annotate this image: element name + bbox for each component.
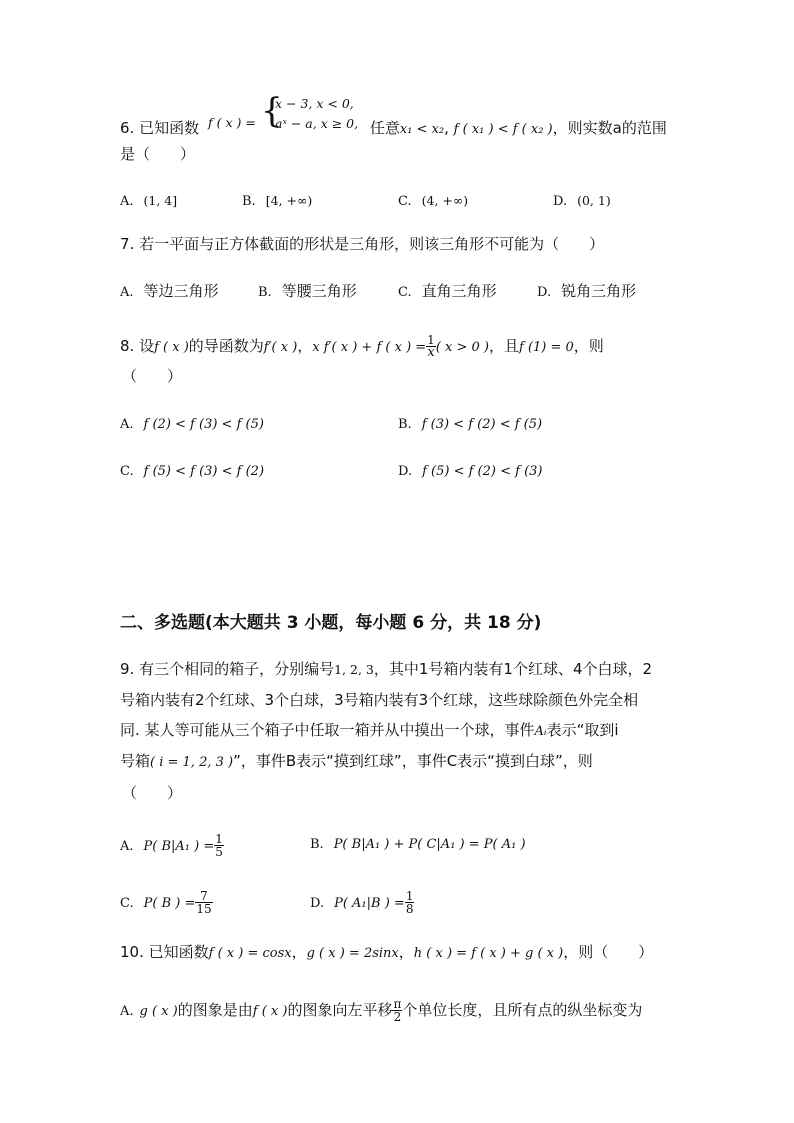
- q10-a-t1: 的图象是由: [177, 1001, 253, 1019]
- q9-a-fraction: [214, 833, 224, 858]
- option-label: D.: [398, 464, 413, 479]
- q9-c-fraction: [195, 890, 212, 915]
- q9-line2: 号箱内装有2个红球、3个白球，3号箱内装有3个红球，这些球除颜色外完全相: [120, 691, 639, 709]
- q7-option-c[interactable]: [398, 281, 497, 303]
- option-value: f (5) < f (3) < f (2): [143, 464, 265, 479]
- option-label: C.: [398, 194, 412, 209]
- q10-a-t3: 个单位长度，且所有点的纵坐标变为: [402, 1001, 643, 1019]
- q9-line5: （ ）: [122, 784, 183, 802]
- q9-option-c[interactable]: [120, 890, 213, 915]
- q10-g: g ( x ) = 2sinx: [306, 946, 399, 961]
- q10-f: f ( x ) = cosx: [208, 946, 292, 961]
- q6-line2: 是（ ）: [120, 145, 196, 163]
- option-value: [4, +∞): [265, 193, 313, 208]
- option-lhs: P( B ) =: [143, 896, 196, 911]
- q8-mid1: 的导函数为: [188, 337, 264, 355]
- q10-post: ，则（ ）: [563, 943, 654, 961]
- option-label: C.: [120, 464, 134, 479]
- frac-numerator: 7: [195, 890, 212, 903]
- q6-cond1: x₁ < x₂: [399, 122, 445, 137]
- q10-prefix: 10. 已知函数: [120, 943, 209, 961]
- frac-numerator: 1: [427, 333, 435, 347]
- option-label: B.: [258, 285, 272, 300]
- option-label: B.: [398, 417, 412, 432]
- q6-mid: 任意: [365, 119, 400, 137]
- q10-comma2: ，: [398, 943, 414, 961]
- q10-stem: [120, 942, 653, 964]
- q9-l4a: 号箱: [120, 752, 151, 770]
- q9-l1c: ，其中1号箱内装有1个红球、4个白球，2: [373, 660, 653, 678]
- q6-stem: [120, 118, 667, 140]
- q6-option-c[interactable]: [398, 190, 468, 212]
- q6-post: ，则实数a的范围: [552, 119, 667, 137]
- option-label: A.: [120, 839, 134, 854]
- q10-a-g: g ( x ): [139, 1004, 178, 1019]
- q10-a-fraction: [392, 998, 402, 1023]
- option-value: f (5) < f (2) < f (3): [422, 464, 543, 479]
- q6-brace: {: [261, 91, 283, 131]
- q9-option-a[interactable]: [120, 833, 224, 858]
- frac-numerator: 1: [405, 889, 414, 903]
- option-value: (4, +∞): [421, 193, 469, 208]
- q8-stem: [120, 334, 604, 359]
- q10-comma1: ，: [291, 943, 307, 961]
- option-label: D.: [537, 285, 552, 300]
- q6-cond2: f ( x₁ ) < f ( x₂ ): [453, 122, 553, 137]
- q6-prefix: 6. 已知函数: [120, 119, 200, 137]
- q9-l4b: ( i = 1, 2, 3 ): [150, 755, 234, 770]
- option-label: A.: [120, 417, 134, 432]
- q8-prefix: 8. 设: [120, 337, 155, 355]
- q9-l4c: ”，事件B表示“摸到红球”，事件C表示“摸到白球”，则: [233, 752, 593, 770]
- q9-l3c: 表示“取到i: [546, 721, 619, 739]
- q7-option-d[interactable]: [537, 281, 636, 303]
- q8-option-c[interactable]: [120, 460, 264, 482]
- option-lhs: P( B|A₁ ) =: [143, 839, 215, 854]
- q8-mid2: ，且: [488, 337, 519, 355]
- q8-init: f (1) = 0: [519, 340, 574, 355]
- q9-d-fraction: [405, 890, 415, 915]
- q10-option-a[interactable]: [120, 998, 642, 1023]
- q9-option-b[interactable]: [310, 833, 526, 855]
- option-value: P( B|A₁ ) + P( C|A₁ ) = P( A₁ ): [333, 837, 526, 852]
- option-label: C.: [398, 285, 412, 300]
- frac-numerator: π: [393, 997, 402, 1011]
- q6-case2: aˣ − a, x ≥ 0,: [275, 116, 359, 131]
- option-value: f (3) < f (2) < f (5): [421, 417, 543, 432]
- q8-post: ，则: [573, 337, 604, 355]
- section-2-title: 二、多选题(本大题共 3 小题，每小题 6 分，共 18 分): [120, 613, 542, 633]
- q8-option-b[interactable]: [398, 413, 542, 435]
- q7-option-a[interactable]: [120, 281, 219, 303]
- q9-line4: [120, 751, 593, 773]
- option-label: A.: [120, 1004, 134, 1019]
- option-value: 直角三角形: [421, 282, 497, 300]
- q6-option-a[interactable]: [120, 190, 177, 212]
- q9-l1b: 1, 2, 3: [334, 662, 374, 677]
- option-label: D.: [553, 194, 568, 209]
- option-label: B.: [242, 194, 256, 209]
- q9-line1: [120, 659, 652, 680]
- q8-fx: f ( x ): [154, 340, 189, 355]
- q6-fx: f ( x ) =: [208, 115, 256, 130]
- q9-line3: [120, 720, 619, 742]
- q8-option-d[interactable]: [398, 460, 542, 482]
- option-value: (0, 1): [577, 193, 611, 208]
- option-label: D.: [310, 896, 325, 911]
- q8-comma: ，: [297, 337, 313, 355]
- frac-denominator: 2: [393, 1010, 402, 1024]
- option-label: B.: [310, 837, 324, 852]
- q6-case1: x − 3, x < 0,: [275, 96, 354, 111]
- option-value: 等边三角形: [143, 282, 219, 300]
- option-label: A.: [120, 285, 134, 300]
- q9-l3a: 同. 某人等可能从三个箱子中任取一箱并从中摸出一个球，事件: [120, 721, 535, 739]
- frac-denominator: 15: [196, 902, 212, 916]
- option-value: 等腰三角形: [281, 282, 357, 300]
- q10-a-f: f ( x ): [252, 1004, 288, 1019]
- q7-stem: 7. 若一平面与正方体截面的形状是三角形，则该三角形不可能为（ ）: [120, 235, 605, 253]
- option-lhs: P( A₁|B ) =: [334, 896, 405, 911]
- q6-option-d[interactable]: [553, 190, 611, 212]
- frac-numerator: 1: [215, 832, 223, 846]
- q7-option-b[interactable]: [258, 281, 357, 303]
- q6-comma: ,: [444, 119, 454, 137]
- option-value: (1, 4]: [143, 193, 178, 208]
- q9-l1a: 9. 有三个相同的箱子，分别编号: [120, 660, 335, 678]
- q10-h: h ( x ) = f ( x ) + g ( x ): [413, 946, 564, 961]
- q8-option-a[interactable]: [120, 413, 264, 435]
- frac-denominator: 8: [405, 902, 414, 916]
- q8-fraction: [426, 334, 436, 359]
- option-value: f (2) < f (3) < f (5): [143, 417, 264, 432]
- q6-option-b[interactable]: [242, 190, 312, 212]
- option-label: A.: [120, 194, 134, 209]
- frac-denominator: 5: [215, 845, 223, 859]
- option-label: C.: [120, 896, 134, 911]
- q9-l3b: Aᵢ: [534, 724, 547, 739]
- q9-option-d[interactable]: [310, 890, 414, 915]
- frac-denominator: x: [427, 345, 435, 360]
- q8-fpx: f′( x ): [263, 340, 298, 355]
- q10-a-t2: 的图象向左平移: [287, 1001, 393, 1019]
- option-value: 锐角三角形: [561, 282, 637, 300]
- q8-line2: （ ）: [122, 367, 183, 385]
- q8-eq-cond: ( x > 0 ): [435, 340, 489, 355]
- q8-eq-left: x f′( x ) + f ( x ) =: [312, 340, 427, 355]
